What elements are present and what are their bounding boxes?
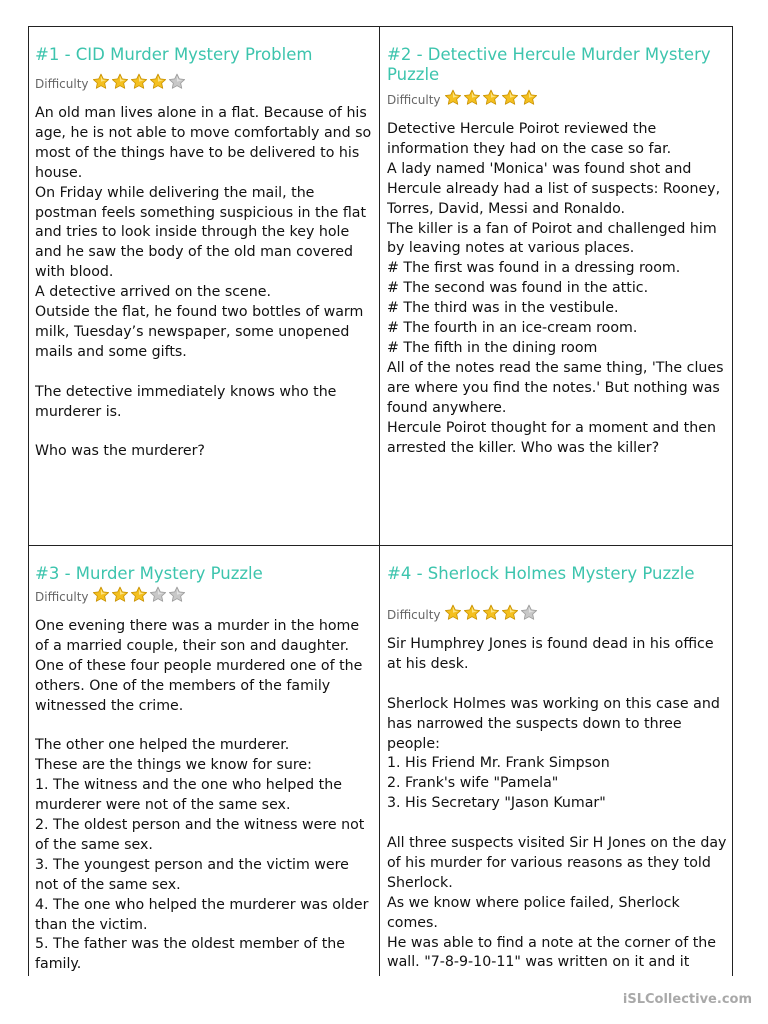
star-filled-icon [501, 604, 519, 621]
text-line: # The fifth in the dining room [387, 339, 598, 356]
text-line: 4. The one who helped the murderer was older than the victim. [35, 896, 369, 933]
text-line: 1. The witness and the one who helped the murderer were not of the same sex. [35, 777, 342, 814]
worksheet-grid [28, 26, 733, 976]
text-line: # The first was found in a dressing room. [387, 260, 681, 277]
grid-divider-horizontal [28, 545, 733, 546]
text-line: These are the things we know for sure: [35, 757, 312, 774]
card-title: #4 - Sherlock Holmes Mystery Puzzle [387, 564, 695, 583]
text-line: All three suspects visited Sir H Jones on the day of his murder for various reasons as they told Sherlock. [387, 835, 727, 891]
text-line: Outside the flat, he found two bottles of warm milk, Tuesday’s newspaper, some unopened mails and some gifts. [35, 304, 364, 360]
text-line: The killer is a fan of Poirot and challenged him by leaving notes at various places. [387, 220, 717, 257]
star-filled-icon [92, 586, 110, 603]
difficulty-rating [35, 73, 373, 94]
paragraph-gap [35, 422, 373, 442]
star-rating [444, 89, 539, 110]
difficulty-rating [35, 586, 373, 607]
star-filled-icon [111, 586, 129, 603]
card-body [35, 617, 373, 974]
star-filled-icon [130, 586, 148, 603]
difficulty-label: Difficulty [387, 607, 441, 622]
text-line: One evening there was a murder in the home of a married couple, their son and daughter. One of these four people murdered one of the others. One of the members of the family witnessed the crime. [35, 618, 363, 714]
difficulty-label: Difficulty [35, 589, 89, 604]
star-filled-icon [130, 73, 148, 90]
grid-border-left [28, 26, 29, 976]
puzzle-card-4 [387, 564, 727, 974]
text-line: 3. His Secretary "Jason Kumar" [387, 795, 606, 812]
card-body [35, 104, 373, 462]
star-rating [92, 586, 187, 607]
star-filled-icon [444, 604, 462, 621]
difficulty-rating [387, 89, 727, 110]
star-rating [444, 604, 539, 625]
grid-border-right [732, 26, 733, 976]
text-line: 3. The youngest person and the victim were not of the same sex. [35, 856, 349, 893]
text-line: # The third was in the vestibule. [387, 300, 619, 317]
text-line: 2. The oldest person and the witness were not of the same sex. [35, 817, 365, 853]
text-line: Hercule Poirot thought for a moment and then arrested the killer. Who was the killer? [387, 419, 716, 456]
text-line: Sir Humphrey Jones is found dead in his office at his desk. [387, 636, 714, 672]
star-filled-icon [92, 73, 110, 90]
puzzle-card-3 [35, 564, 373, 974]
star-filled-icon [463, 89, 481, 106]
paragraph-gap [35, 717, 373, 737]
grid-divider-vertical [379, 26, 380, 976]
paragraph-gap [387, 814, 727, 834]
card-title: #3 - Murder Mystery Puzzle [35, 564, 263, 583]
star-filled-icon [482, 89, 500, 106]
puzzle-card-1 [35, 45, 373, 540]
paragraph-gap [35, 363, 373, 383]
text-line: # The second was found in the attic. [387, 280, 649, 297]
star-empty-icon [149, 586, 167, 603]
watermark-footer: iSLCollective.com [622, 992, 752, 1007]
text-line: 2. Frank's wife "Pamela" [387, 775, 559, 792]
paragraph-gap [387, 675, 727, 695]
card-body [387, 635, 727, 973]
star-filled-icon [111, 73, 129, 90]
text-line: # The fourth in an ice-cream room. [387, 320, 638, 337]
card-body [387, 120, 727, 458]
star-filled-icon [463, 604, 481, 621]
star-rating [92, 73, 187, 94]
puzzle-card-2 [387, 45, 727, 540]
text-line: 5. The father was the oldest member of the family. [35, 936, 345, 973]
text-line: He was able to find a note at the corner of the wall. "7-8-9-10-11" was written on it and it [387, 934, 717, 971]
star-filled-icon [444, 89, 462, 106]
text-line: Detective Hercule Poirot reviewed the information they had on the case so far. [387, 121, 672, 157]
star-filled-icon [149, 73, 167, 90]
difficulty-label: Difficulty [387, 92, 441, 107]
grid-border-top [28, 26, 733, 27]
star-empty-icon [168, 73, 186, 90]
star-filled-icon [520, 89, 538, 106]
text-line: The other one helped the murderer. [35, 737, 290, 754]
text-line: Sherlock Holmes was working on this case and has narrowed the suspects down to three people: [387, 695, 720, 752]
text-line: Who was the murderer? [35, 443, 205, 460]
text-line: The detective immediately knows who the murderer is. [35, 383, 337, 420]
card-title: #2 - Detective Hercule Murder Mystery Puzzle [387, 45, 711, 84]
card-title: #1 - CID Murder Mystery Problem [35, 45, 313, 64]
text-line: A lady named 'Monica' was found shot and Hercule already had a list of suspects: Rooney, Torres, David, Messi and Ronaldo. [387, 160, 721, 217]
star-empty-icon [168, 586, 186, 603]
star-filled-icon [501, 89, 519, 106]
text-line: On Friday while delivering the mail, the postman feels something suspicious in the flat and tries to look inside through the key hole and he saw the body of the old man covered with blood. [35, 184, 367, 281]
text-line: A detective arrived on the scene. [35, 284, 271, 301]
star-empty-icon [520, 604, 538, 621]
text-line: All of the notes read the same thing, 'The clues are where you find the notes.' But nothing was found anywhere. [387, 359, 724, 416]
text-line: An old man lives alone in a flat. Because of his age, he is not able to move comfortably and so most of the things have to be delivered to his house. [35, 105, 372, 181]
star-filled-icon [482, 604, 500, 621]
text-line: As we know where police failed, Sherlock comes. [387, 894, 680, 931]
difficulty-label: Difficulty [35, 76, 89, 91]
text-line: 1. His Friend Mr. Frank Simpson [387, 755, 610, 772]
difficulty-rating [387, 604, 727, 625]
